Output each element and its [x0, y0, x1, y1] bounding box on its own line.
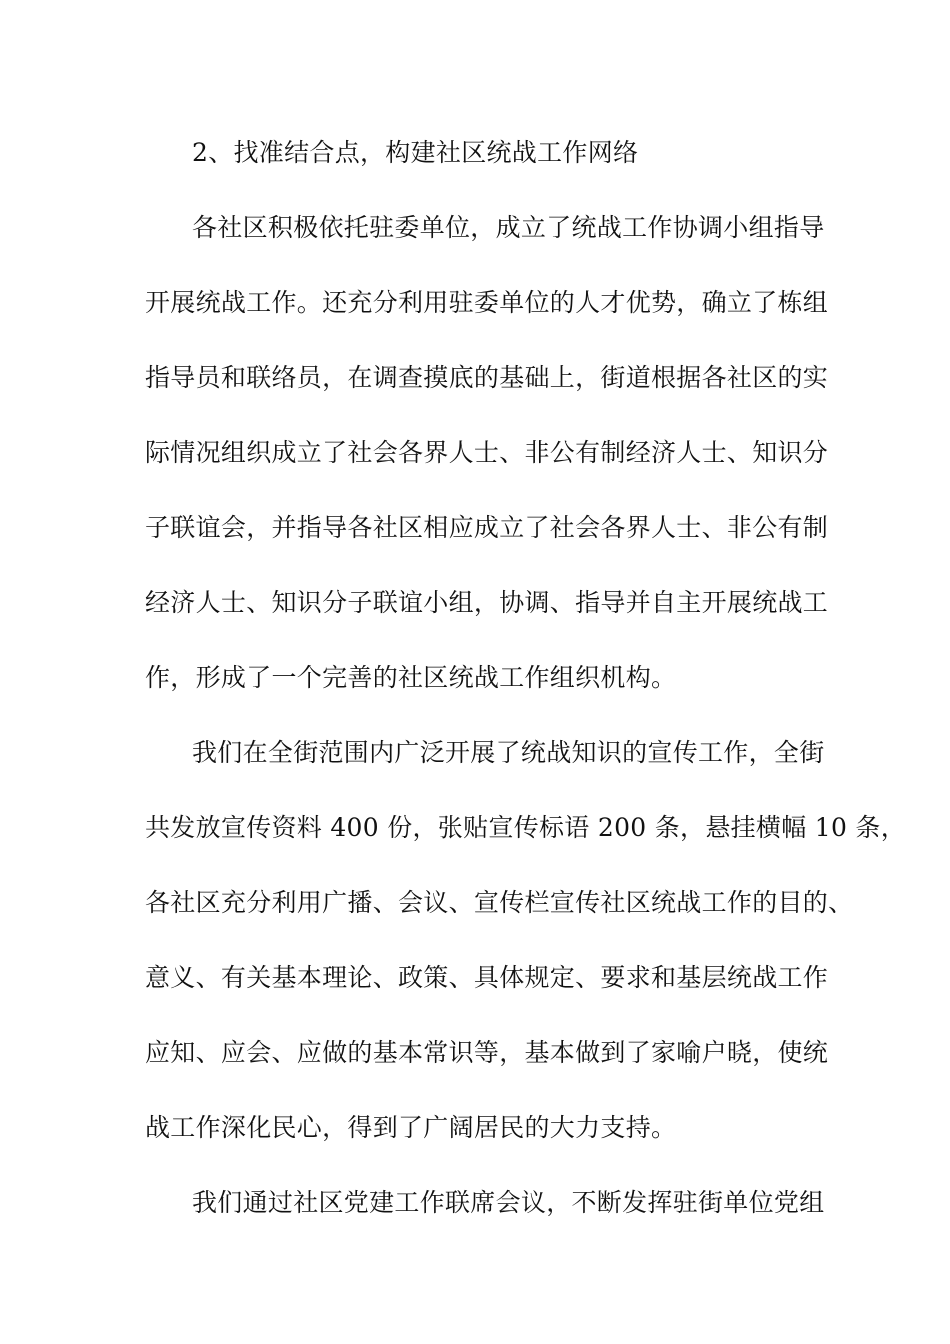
paragraph-line: 战工作深化民心，得到了广阔居民的大力支持。 — [145, 1113, 677, 1142]
paragraph-line: 作，形成了一个完善的社区统战工作组织机构。 — [145, 663, 677, 692]
paragraph-line: 指导员和联络员，在调查摸底的基础上，街道根据各社区的实 — [145, 363, 829, 392]
paragraph-line: 应知、应会、应做的基本常识等，基本做到了家喻户晓，使统 — [145, 1038, 829, 1067]
section-heading: 2、找准结合点，构建社区统战工作网络 — [192, 138, 639, 167]
paragraph-line: 各社区充分利用广播、会议、宣传栏宣传社区统战工作的目的、 — [145, 888, 854, 917]
paragraph-line: 子联谊会，并指导各社区相应成立了社会各界人士、非公有制 — [145, 513, 829, 542]
paragraph-line: 我们通过社区党建工作联席会议，不断发挥驻街单位党组 — [192, 1188, 825, 1217]
paragraph-line: 意义、有关基本理论、政策、具体规定、要求和基层统战工作 — [145, 963, 829, 992]
paragraph-line: 我们在全街范围内广泛开展了统战知识的宣传工作，全街 — [192, 738, 825, 767]
paragraph-line: 际情况组织成立了社会各界人士、非公有制经济人士、知识分 — [145, 438, 829, 467]
paragraph-line: 各社区积极依托驻委单位，成立了统战工作协调小组指导 — [192, 213, 825, 242]
paragraph-line: 共发放宣传资料 400 份，张贴宣传标语 200 条，悬挂横幅 10 条， — [145, 813, 907, 842]
paragraph-line: 经济人士、知识分子联谊小组，协调、指导并自主开展统战工 — [145, 588, 829, 617]
paragraph-line: 开展统战工作。还充分利用驻委单位的人才优势，确立了栋组 — [145, 288, 829, 317]
